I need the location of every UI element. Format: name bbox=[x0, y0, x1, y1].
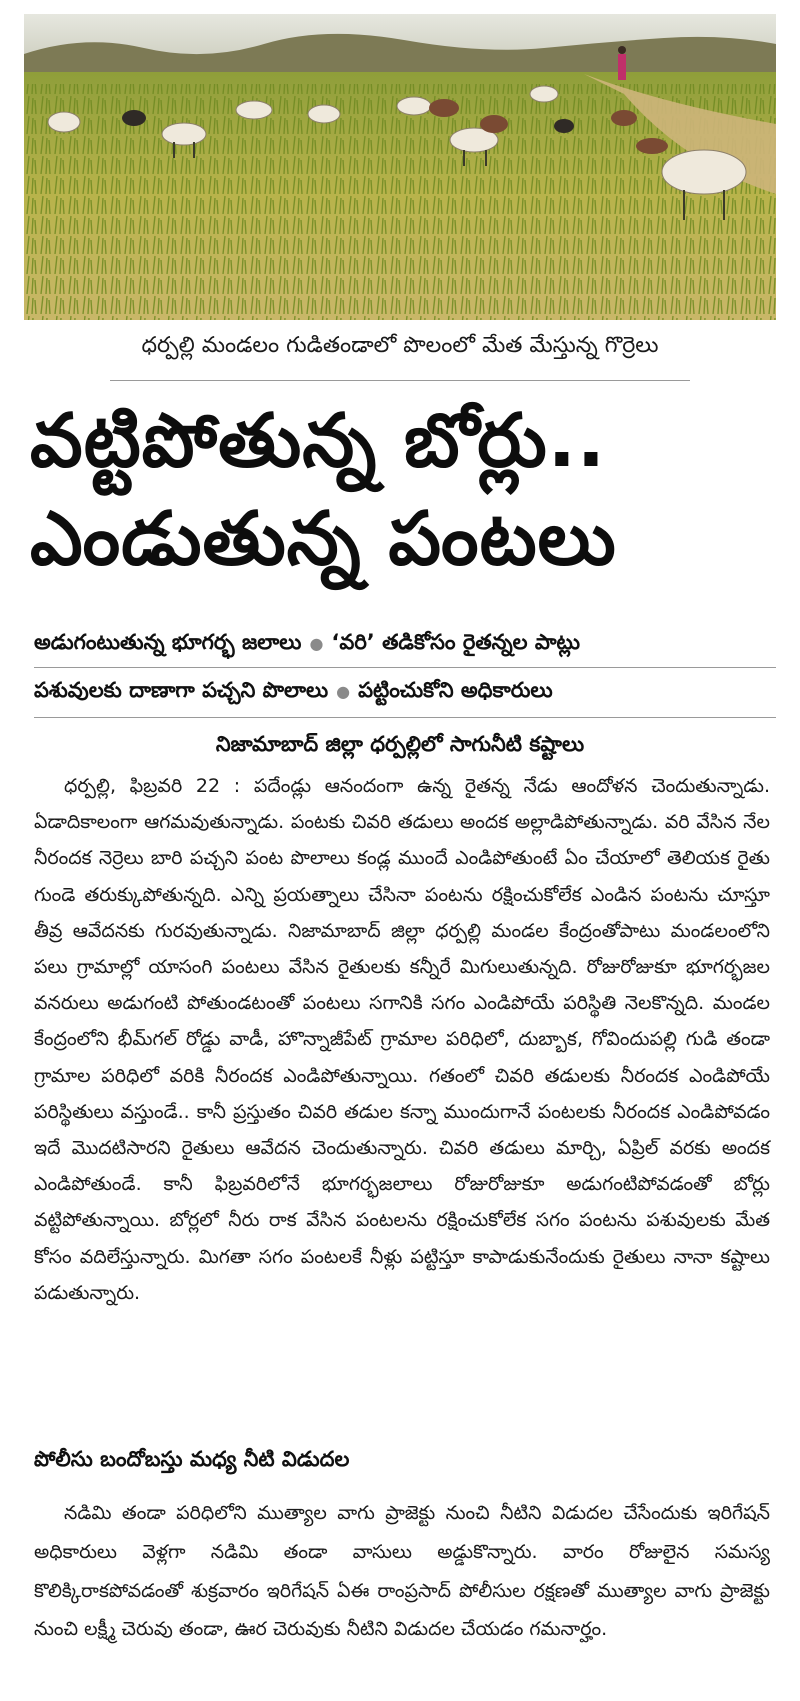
bullet-dot-icon: ● bbox=[309, 634, 324, 653]
subdeck-1-right: ‘వరి’ తడికోసం రైతన్నల పాట్లు bbox=[331, 630, 580, 654]
subdeck-1-left: అడుగంటుతున్న భూగర్భ జలాలు bbox=[34, 630, 302, 654]
caption-divider bbox=[110, 380, 690, 381]
subdeck-divider-2 bbox=[34, 717, 776, 718]
article-paragraph: ధర్పల్లి, ఫిబ్రవరి 22 : పదేండ్లు ఆనందంగా ఉన్న రైతన్న నేడు ఆందోళన చెందుతున్నాడు. ఏడాదికాలంగా ఆగమవుతున్నాడు. పంటకు చివరి తడులు అందక అల్లాడిపోతున్నాడు. వరి వేసిన నేల నీరందక నెర్రెలు బారి పచ్చని పంట పొలాలు కండ్ల ముందే ఎండిపోతుంటే ఏం చేయాలో తెలియక రైతు గుండె తరుక్కుపోతున్నది. ఎన్ని ప్రయత్నాలు చేసినా పంటను రక్షించుకోలేక ఎండిన పంటను చూస్తూ తీవ్ర ఆవేదనకు గురవుతున్నాడు. నిజామాబాద్ జిల్లా ధర్పల్లి మండల కేంద్రంతోపాటు మండలంలోని పలు గ్రామాల్లో యాసంగి పంటలు వేసిన రైతులకు కన్నీరే మిగులుతున్నది. రోజురోజుకూ భూగర్భజల వనరులు అడుగంటి పోతుండటంతో పంటలు సగానికి సగం ఎండిపోయే పరిస్థితి నెలకొన్నది. మండల కేంద్రంలోని భీమ్‌గల్ రోడ్డు వాడీ, హొన్నాజీపేట్ గ్రామాల పరిధిలో, దుబ్బాక, గోవిందుపల్లి గుడి తండా గ్రామాల పరిధిలో వరికి నీరందక ఎండిపోతున్నాయి. గతంలో చివరి తడులకు నీరందక ఎండిపోయే పరిస్థితులు వస్తుండే.. కానీ ప్రస్తుతం చివరి తడుల కన్నా ముందుగానే పంటలకు నీరందక ఎండిపోవడం ఇదే మొదటిసారని రైతులు ఆవేదన చెందుతున్నారు. చివరి తడులు మార్చి, ఏప్రిల్ వరకు అందక ఎండిపోతుండే. కానీ ఫిబ్రవరిలోనే భూగర్భజలాలు రోజురోజుకూ అడుగంటిపోవడంతో బోర్లు వట్టిపోతున్నాయి. బోర్లలో నీరు రాక వేసిన పంటలను రక్షించుకోలేక సగం పంటను పశువులకు మేత కోసం వదిలేస్తున్నారు. మిగతా సగం పంటలకే నీళ్లు పట్టిస్తూ కాపాడుకునేందుకు రైతులు నానా కష్టాలు పడుతున్నారు. bbox=[34, 775, 770, 1304]
news-photo bbox=[24, 14, 776, 320]
subdeck-row-1 bbox=[34, 626, 774, 660]
subdeck-2-right: పట్టించుకోని అధికారులు bbox=[358, 678, 553, 702]
headline bbox=[30, 392, 780, 588]
subdeck-row-2 bbox=[34, 674, 774, 708]
headline-line-1: వట్టిపోతున్న బోర్లు.. bbox=[30, 398, 606, 484]
headline-line-2: ఎండుతున్న పంటలు bbox=[30, 496, 617, 582]
subdeck-divider-1 bbox=[34, 667, 776, 668]
section-subhead: పోలీసు బందోబస్తు మధ్య నీటి విడుదల bbox=[34, 1447, 350, 1471]
bullet-dot-icon: ● bbox=[336, 682, 351, 701]
subdeck-2-left: పశువులకు దాణాగా పచ్చని పొలాలు bbox=[34, 678, 329, 702]
article-body bbox=[34, 768, 770, 1311]
tagline: నిజామాబాద్ జిల్లా ధర్పల్లిలో సాగునీటి కష్టాలు bbox=[215, 732, 585, 756]
article-paragraph-2: నడిమి తండా పరిధిలోని ముత్యాల వాగు ప్రాజెక్టు నుంచి నీటిని విడుదల చేసేందుకు ఇరిగేషన్ అధికారులు వెళ్లగా నడిమి తండా వాసులు అడ్డుకొన్నారు. వారం రోజులైన సమస్య కొలిక్కిరాకపోవడంతో శుక్రవారం ఇరిగేషన్ ఏఈ రాంప్రసాద్ పోలీసుల రక్షణతో ముత్యాల వాగు ప్రాజెక్టు నుంచి లక్ష్మీ చెరువు తండా, ఊర చెరువుకు నీటిని విడుదల చేయడం గమనార్హం. bbox=[34, 1502, 770, 1641]
field-with-sheep-illustration bbox=[24, 14, 776, 320]
article-body-2 bbox=[34, 1494, 770, 1649]
photo-caption: ధర్పల్లి మండలం గుడితండాలో పొలంలో మేత మేస్తున్న గొర్రెలు bbox=[141, 333, 659, 358]
